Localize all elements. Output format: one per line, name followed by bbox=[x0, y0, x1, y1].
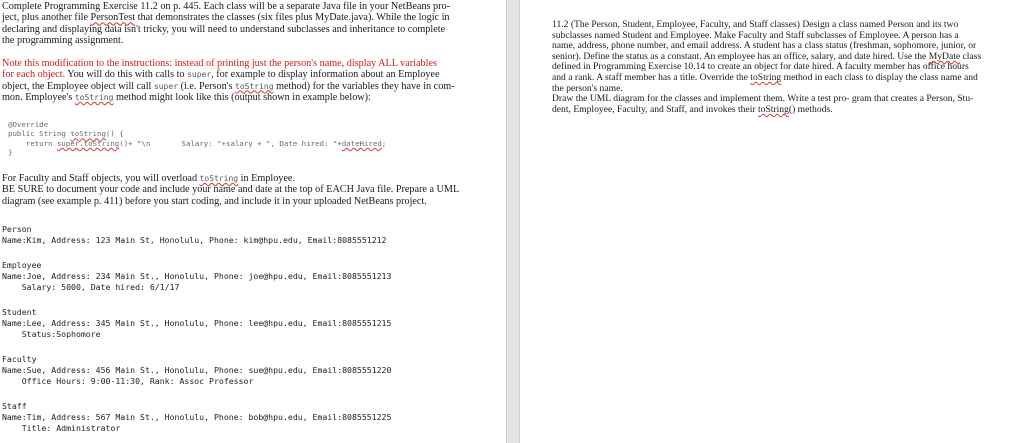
output-employee: Employee Name:Joe, Address: 234 Main St., Honolulu, Phone: joe@hpu.edu, Email:8085551213 Salary: 5000, Date hired: 6/1/17 bbox=[2, 260, 392, 292]
staff-faculty-paragraph: For Faculty and Staff objects, you will overload toString in Employee. BE SURE to document your code and include your name and date at the top of EACH Java file. Prepare a UML diagram (see example p. 411) before you start coding, and include it in your uploaded NetBeans project. bbox=[2, 173, 460, 207]
intro-paragraph: Complete Programming Exercise 11.2 on p. 445. Each class will be a separate Java file in your NetBeans pro- ject, plus another file PersonTest that demonstrates the classes (six files plus MyDate.java). While the logic in declaring and displaying data isn't tricky, you will need to understand subclasses and inheritance to complete the programming assignment. bbox=[2, 1, 451, 46]
tostring-code-sample: @Override public String toString() { return super.toString()+ "\n Salary: "+salary + ", Date hired: "+dateHired; } bbox=[8, 120, 387, 158]
page-divider bbox=[506, 0, 520, 443]
output-faculty: Faculty Name:Sue, Address: 456 Main St., Honolulu, Phone: sue@hpu.edu, Email:8085551220 Office Hours: 9:00-11:30, Rank: Assoc Professor bbox=[2, 354, 392, 386]
exercise-11-2-text: 11.2 (The Person, Student, Employee, Faculty, and Staff classes) Design a class named Person and its two subclasses named Student and Employee. Make Faculty and Staff subclasses of Employee. A person has a name, address, phone number, and email address. A student has a class status (freshman, sophomore, junior, or senior). Define the status as a constant. An employee has an office, salary, and date hired. Use the MyDate class defined in Programming Exercise 10.14 to create an object for date hired. A faculty member has office hours and a rank. A staff member has a title. Override the toString method in each class to display the class name and the person's name. Draw the UML diagram for the classes and implement them. Write a test pro- gram that creates a Person, Stu- dent, Employee, Faculty, and Staff, and invokes their toString() methods. bbox=[552, 19, 982, 115]
output-student: Student Name:Lee, Address: 345 Main St., Honolulu, Phone: lee@hpu.edu, Email:8085551215 Status:Sophomore bbox=[2, 307, 392, 339]
right-page bbox=[520, 0, 1024, 443]
modification-note-label: Note this modification to the instructions: bbox=[2, 58, 173, 69]
persontest-word: PersonTest bbox=[90, 12, 136, 24]
output-person: Person Name:Kim, Address: 123 Main St, Honolulu, Phone: kim@hpu.edu, Email:8085551212 bbox=[2, 224, 387, 245]
left-page bbox=[0, 0, 506, 443]
example-output bbox=[2, 224, 502, 443]
modification-paragraph: Note this modification to the instructions: instead of printing just the person's name, display ALL variables for each object. You will do this with calls to super, for example to display information about an Employee object, the Employee object will call super (i.e. Person's toString method) for the variables they have in com- mon. Employee's toString method might look like this (output shown in example below): bbox=[2, 58, 455, 103]
output-staff: Staff Name:Tim, Address: 567 Main St., Honolulu, Phone: bob@hpu.edu, Email:8085551225 Title: Administrator bbox=[2, 401, 392, 433]
